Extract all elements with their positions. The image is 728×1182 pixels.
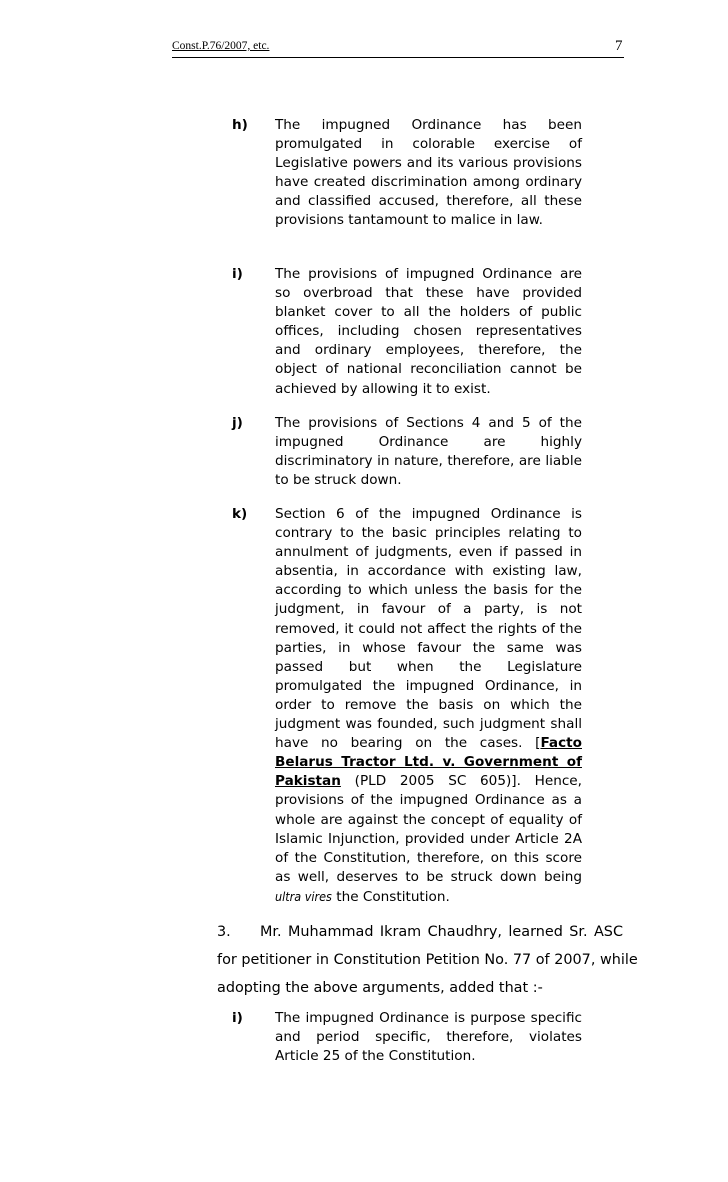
- paragraph-line: 3. Mr. Muhammad Ikram Chaudhry, learned Sr. ASC: [217, 918, 623, 946]
- clause-label: k): [232, 506, 248, 522]
- clause-label: i): [232, 1010, 243, 1026]
- paragraph-line: adopting the above arguments, added that :-: [217, 980, 543, 996]
- case-reference: Const.P.76/2007, etc.: [172, 40, 270, 52]
- latin-term: ultra vires: [275, 888, 332, 904]
- header-rule: [172, 57, 624, 58]
- paragraph-number: 3.: [217, 924, 231, 940]
- clause-label: i): [232, 266, 243, 282]
- paragraph-3: [217, 918, 638, 1002]
- clause-text: Section 6 of the impugned Ordinance is contrary to the basic principles relating to annulment of judgments, even if passed in absentia, in accordance with existing law, according to which unless the basis for the judgment, in favour of a party, is not removed, it could not affect the rights of the parties, in whose favour the same was passed but when the Legislature promulgated the impugned Ordinance, in order to remove the basis on which the judgment was founded, such judgment shall have no bearing on the cases. [Facto Belarus Tractor Ltd. v. Government of Pakistan (PLD 2005 SC 605)]. Hence, provisions of the impugned Ordinance as a whole are against the concept of equality of Islamic Injunction, provided under Article 2A of the Constitution, therefore, on this score as well, deserves to be struck down being ultra vires the Constitution.: [275, 506, 582, 905]
- clause-text: The provisions of Sections 4 and 5 of the impugned Ordinance are highly discriminatory in nature, therefore, are liable to be struck down.: [275, 415, 582, 489]
- case-citation-name: Facto Belarus Tractor Ltd. v. Government of Pakistan: [275, 735, 582, 790]
- clause-label: h): [232, 117, 248, 133]
- clause-label: j): [232, 415, 243, 431]
- clause-text: The provisions of impugned Ordinance are so overbroad that these have provided blanket cover to all the holders of public offices, including chosen representatives and ordinary employees, therefore, the object of national reconciliation cannot be achieved by allowing it to exist.: [275, 266, 582, 397]
- clause-text: The impugned Ordinance has been promulgated in colorable exercise of Legislative powers and its various provisions have created discrimination among ordinary and classified accused, therefore, all these provisions tantamount to malice in law.: [275, 117, 582, 229]
- clause-text: The impugned Ordinance is purpose specific and period specific, therefore, violates Article 25 of the Constitution.: [275, 1010, 582, 1065]
- page-number: 7: [615, 38, 623, 54]
- paragraph-line: for petitioner in Constitution Petition No. 77 of 2007, while: [217, 952, 638, 968]
